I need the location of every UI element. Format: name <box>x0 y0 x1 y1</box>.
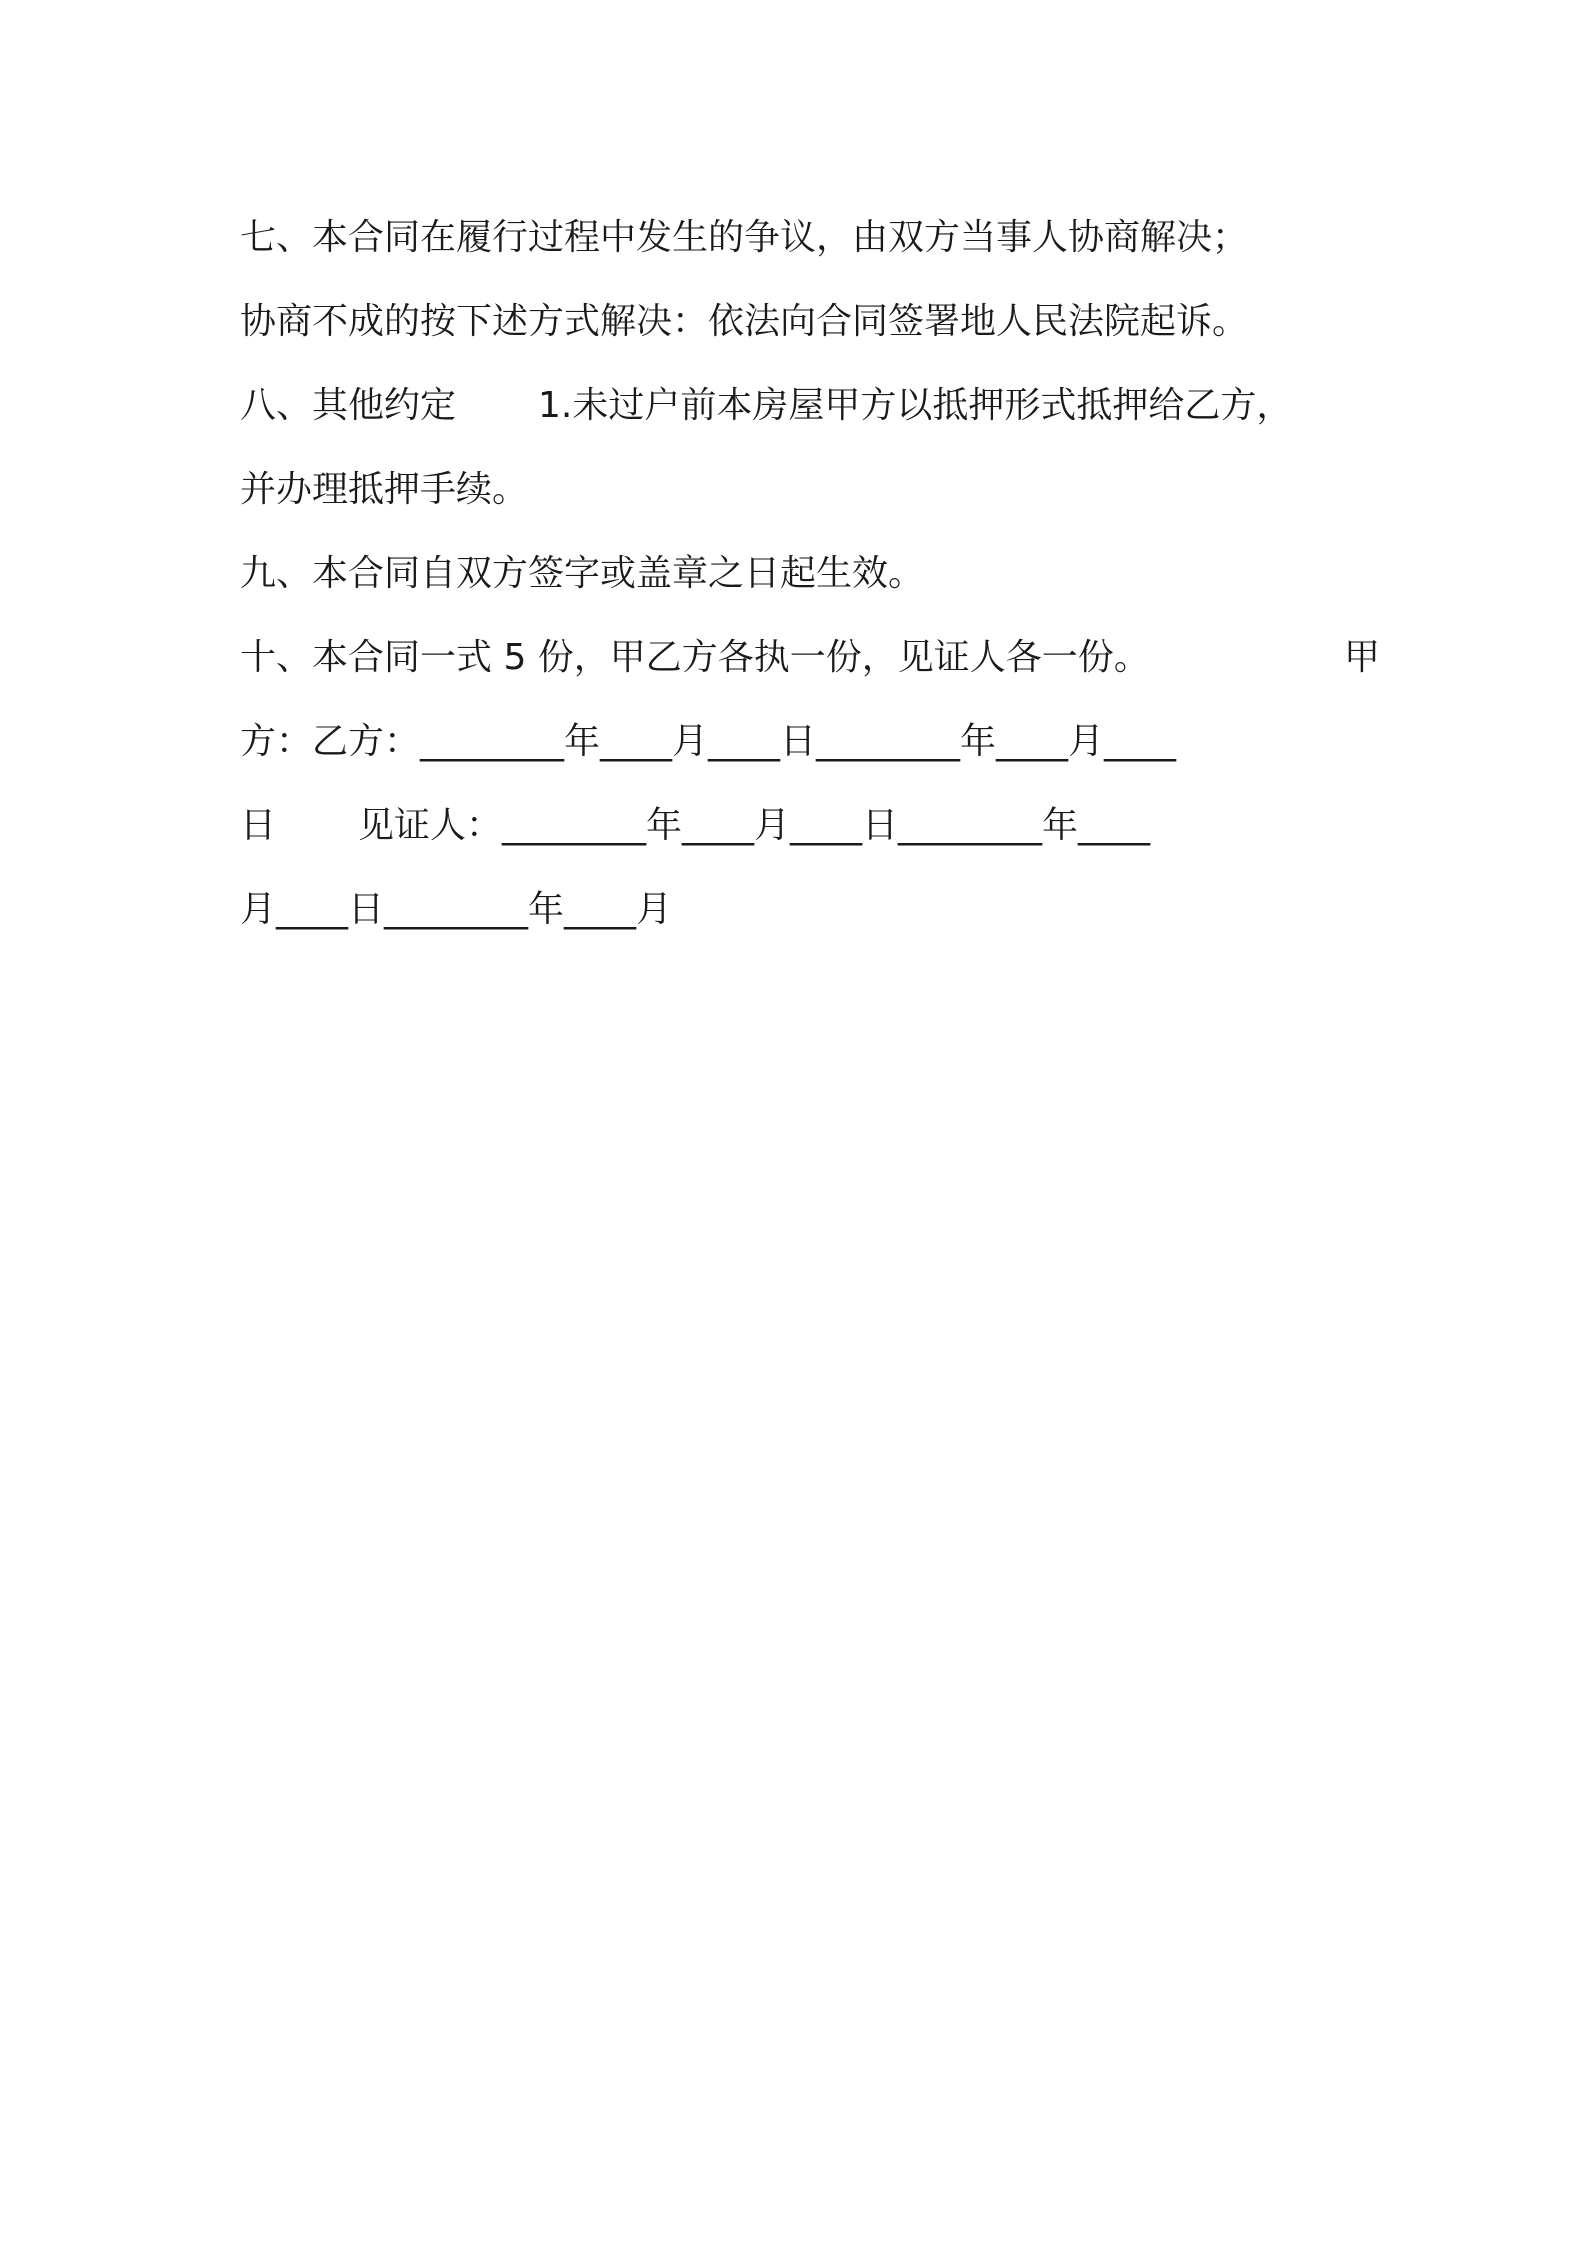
clause-7-line-2 <box>240 280 1380 364</box>
clause-8-continuation: 并办理抵押手续。 <box>240 469 529 510</box>
party-a-label-start: 甲 <box>1343 637 1380 678</box>
clause-7-line-1 <box>240 196 1380 280</box>
clause-8-line-1 <box>240 364 1380 448</box>
clause-9-text: 九、本合同自双方签字或盖章之日起生效。 <box>240 553 925 594</box>
signature-parties-dates: 方：乙方：________年____月____日________年____月____ <box>240 721 1177 762</box>
date-day-label: 日 <box>240 805 277 846</box>
clause-10-line <box>240 616 1380 700</box>
clause-7-text: 七、本合同在履行过程中发生的争议，由双方当事人协商解决； <box>240 217 1249 258</box>
clause-7-continuation: 协商不成的按下述方式解决：依法向合同签署地人民法院起诉。 <box>240 301 1249 342</box>
clause-8-heading: 八、其他约定 <box>240 385 457 426</box>
clause-8-item-1: 1.未过户前本房屋甲方以抵押形式抵押给乙方， <box>538 385 1293 426</box>
clause-10-text: 十、本合同一式 5 份，甲乙方各执一份，见证人各一份。 <box>240 637 1150 678</box>
signature-line-1 <box>240 700 1380 784</box>
clause-8-line-2 <box>240 448 1380 532</box>
clause-9-line <box>240 532 1380 616</box>
witness-signature: 见证人：________年____月____日________年____ <box>358 805 1151 846</box>
signature-dates-end: 月____日________年____月 <box>240 889 672 930</box>
signature-line-3 <box>240 868 1380 952</box>
signature-line-2 <box>240 784 1380 868</box>
contract-text <box>240 196 1380 952</box>
